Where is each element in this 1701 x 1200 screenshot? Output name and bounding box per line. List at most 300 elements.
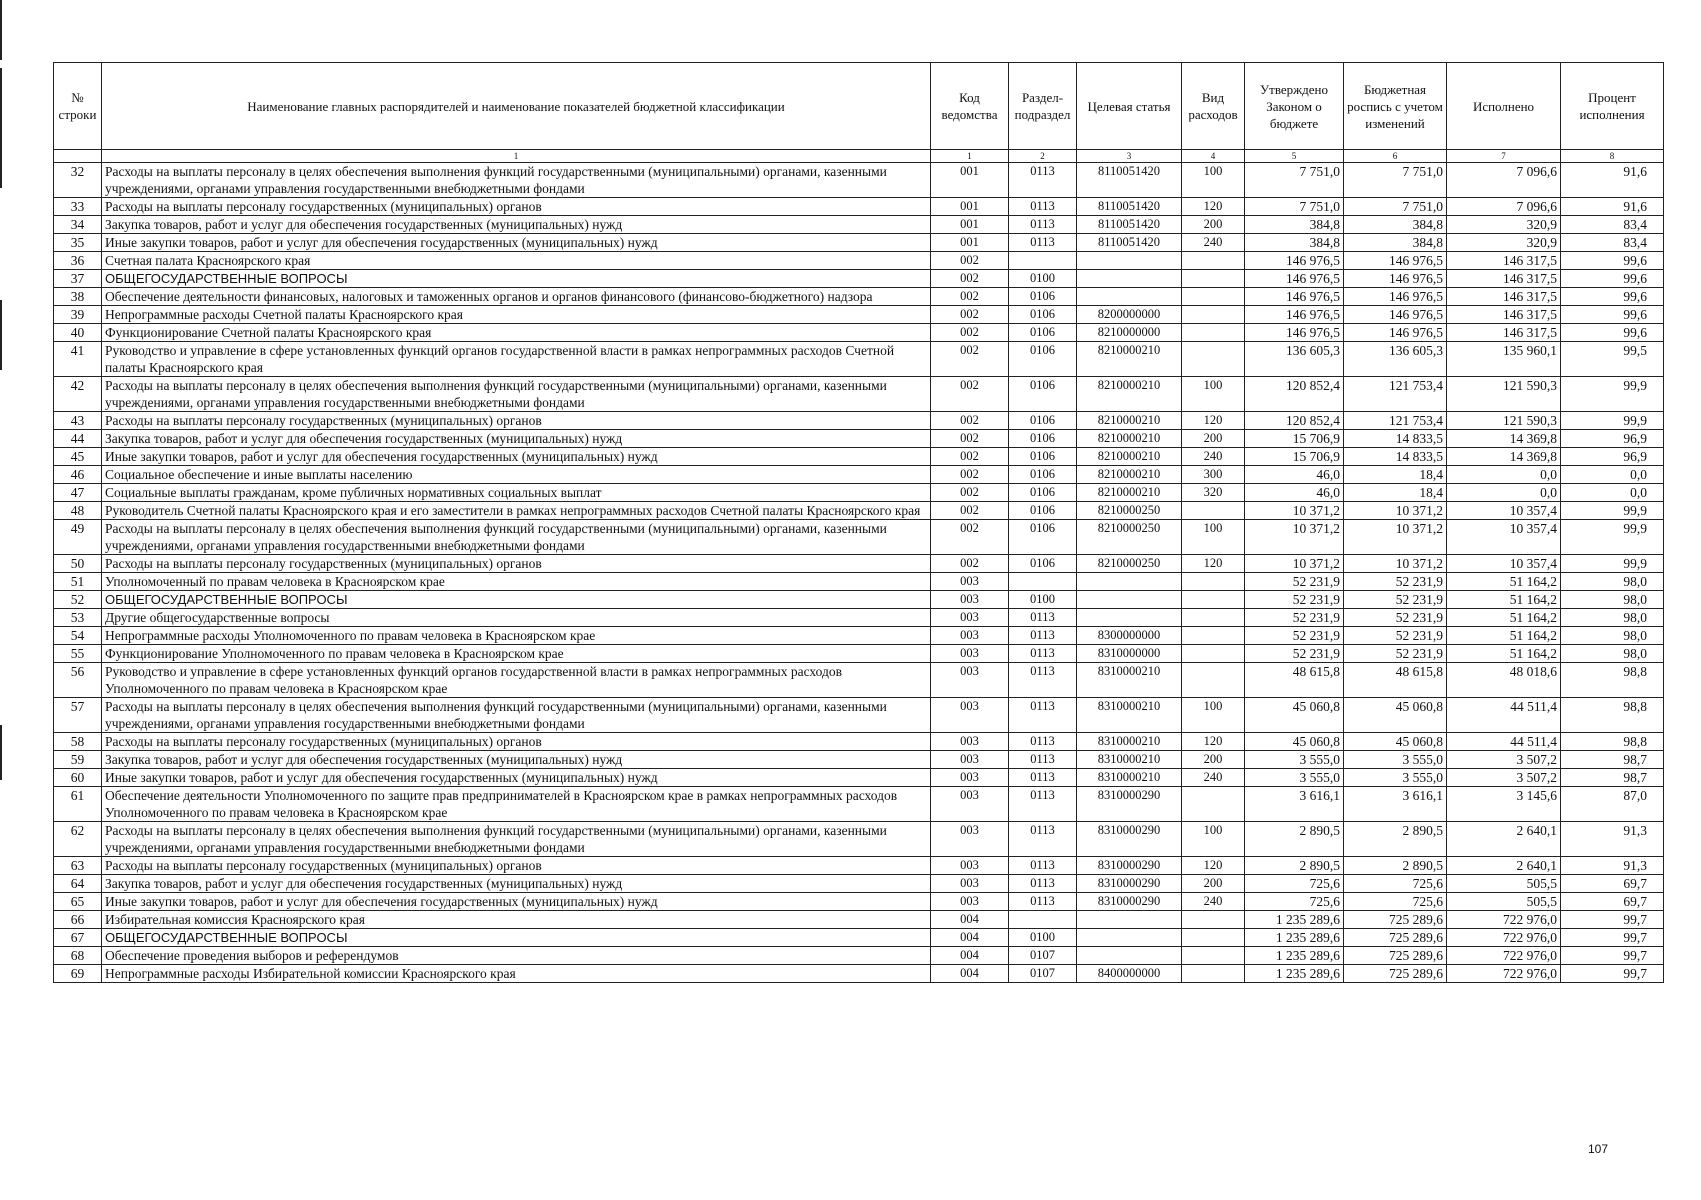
row-name: Закупка товаров, работ и услуг для обеспечения государственных (муниципальных) нужд xyxy=(102,216,931,234)
approved-amount: 1 235 289,6 xyxy=(1245,965,1344,983)
approved-amount: 1 235 289,6 xyxy=(1245,929,1344,947)
target-article-code xyxy=(1077,947,1182,965)
department-code: 002 xyxy=(931,252,1009,270)
section-code: 0113 xyxy=(1009,234,1077,252)
table-row xyxy=(54,965,1664,983)
section-code: 0113 xyxy=(1009,787,1077,822)
row-name: Расходы на выплаты персоналу государственных (муниципальных) органов xyxy=(102,555,931,573)
execution-percent: 98,8 xyxy=(1561,733,1664,751)
table-row xyxy=(54,234,1664,252)
department-code: 001 xyxy=(931,216,1009,234)
row-name: Социальные выплаты гражданам, кроме публичных нормативных социальных выплат xyxy=(102,484,931,502)
target-article-code: 8300000000 xyxy=(1077,627,1182,645)
department-code: 002 xyxy=(931,270,1009,288)
revised-amount: 146 976,5 xyxy=(1344,306,1447,324)
row-name: Закупка товаров, работ и услуг для обеспечения государственных (муниципальных) нужд xyxy=(102,430,931,448)
target-article-code: 8110051420 xyxy=(1077,234,1182,252)
expense-type-code: 100 xyxy=(1182,163,1245,198)
revised-amount: 121 753,4 xyxy=(1344,412,1447,430)
execution-percent: 91,3 xyxy=(1561,822,1664,857)
target-article-code xyxy=(1077,573,1182,591)
table-row xyxy=(54,698,1664,733)
row-number: 33 xyxy=(54,198,102,216)
approved-amount: 146 976,5 xyxy=(1245,306,1344,324)
expense-type-code: 100 xyxy=(1182,698,1245,733)
expense-type-code: 120 xyxy=(1182,412,1245,430)
expense-type-code xyxy=(1182,645,1245,663)
scan-edge-mark xyxy=(0,68,2,188)
department-code: 004 xyxy=(931,965,1009,983)
execution-percent: 98,8 xyxy=(1561,698,1664,733)
header-row xyxy=(54,63,1664,150)
row-number: 43 xyxy=(54,412,102,430)
row-name: Расходы на выплаты персоналу в целях обеспечения выполнения функций государственными (муниципальными) органами, казенными учреждениями, органами управления государственными внебюджетными фондами xyxy=(102,822,931,857)
department-code: 002 xyxy=(931,324,1009,342)
section-code: 0113 xyxy=(1009,609,1077,627)
department-code: 002 xyxy=(931,377,1009,412)
executed-amount: 505,5 xyxy=(1447,875,1561,893)
department-code: 003 xyxy=(931,663,1009,698)
department-code: 001 xyxy=(931,163,1009,198)
execution-percent: 69,7 xyxy=(1561,893,1664,911)
column-number xyxy=(54,150,102,163)
target-article-code xyxy=(1077,609,1182,627)
approved-amount: 15 706,9 xyxy=(1245,430,1344,448)
section-code xyxy=(1009,573,1077,591)
section-code xyxy=(1009,252,1077,270)
section-code: 0113 xyxy=(1009,198,1077,216)
expense-type-code xyxy=(1182,324,1245,342)
table-row xyxy=(54,288,1664,306)
expense-type-code xyxy=(1182,947,1245,965)
expense-type-code xyxy=(1182,663,1245,698)
row-number: 42 xyxy=(54,377,102,412)
section-code: 0100 xyxy=(1009,929,1077,947)
table-row xyxy=(54,769,1664,787)
executed-amount: 320,9 xyxy=(1447,216,1561,234)
row-number: 56 xyxy=(54,663,102,698)
column-number: 5 xyxy=(1245,150,1344,163)
section-code: 0106 xyxy=(1009,342,1077,377)
execution-percent: 98,0 xyxy=(1561,627,1664,645)
table-row xyxy=(54,751,1664,769)
approved-amount: 384,8 xyxy=(1245,234,1344,252)
table-row xyxy=(54,893,1664,911)
execution-percent: 96,9 xyxy=(1561,430,1664,448)
approved-amount: 725,6 xyxy=(1245,893,1344,911)
execution-percent: 98,0 xyxy=(1561,591,1664,609)
row-name: Иные закупки товаров, работ и услуг для обеспечения государственных (муниципальных) нужд xyxy=(102,448,931,466)
table-row xyxy=(54,627,1664,645)
row-number: 68 xyxy=(54,947,102,965)
table-row xyxy=(54,502,1664,520)
header-row-number: № строки xyxy=(54,63,102,150)
section-code: 0113 xyxy=(1009,733,1077,751)
revised-amount: 18,4 xyxy=(1344,466,1447,484)
department-code: 004 xyxy=(931,911,1009,929)
approved-amount: 45 060,8 xyxy=(1245,733,1344,751)
executed-amount: 146 317,5 xyxy=(1447,252,1561,270)
table-row xyxy=(54,306,1664,324)
row-name: ОБЩЕГОСУДАРСТВЕННЫЕ ВОПРОСЫ xyxy=(102,270,931,288)
table-row xyxy=(54,430,1664,448)
executed-amount: 505,5 xyxy=(1447,893,1561,911)
execution-percent: 99,9 xyxy=(1561,502,1664,520)
column-number: 6 xyxy=(1344,150,1447,163)
row-number: 58 xyxy=(54,733,102,751)
section-code: 0106 xyxy=(1009,520,1077,555)
department-code: 003 xyxy=(931,627,1009,645)
column-number-row xyxy=(54,150,1664,163)
expense-type-code: 120 xyxy=(1182,555,1245,573)
approved-amount: 52 231,9 xyxy=(1245,573,1344,591)
page-number: 107 xyxy=(1588,1142,1609,1156)
approved-amount: 46,0 xyxy=(1245,466,1344,484)
target-article-code xyxy=(1077,911,1182,929)
revised-amount: 45 060,8 xyxy=(1344,698,1447,733)
expense-type-code xyxy=(1182,573,1245,591)
header-approved: Утверждено Законом о бюджете xyxy=(1245,63,1344,150)
department-code: 003 xyxy=(931,645,1009,663)
row-number: 55 xyxy=(54,645,102,663)
department-code: 003 xyxy=(931,787,1009,822)
execution-percent: 91,3 xyxy=(1561,857,1664,875)
table-row xyxy=(54,342,1664,377)
expense-type-code xyxy=(1182,288,1245,306)
executed-amount: 48 018,6 xyxy=(1447,663,1561,698)
row-number: 40 xyxy=(54,324,102,342)
execution-percent: 98,0 xyxy=(1561,609,1664,627)
row-name: Непрограммные расходы Уполномоченного по правам человека в Красноярском крае xyxy=(102,627,931,645)
execution-percent: 99,6 xyxy=(1561,270,1664,288)
table-row xyxy=(54,163,1664,198)
row-name: Счетная палата Красноярского края xyxy=(102,252,931,270)
table-row xyxy=(54,787,1664,822)
row-number: 66 xyxy=(54,911,102,929)
revised-amount: 52 231,9 xyxy=(1344,573,1447,591)
row-number: 65 xyxy=(54,893,102,911)
row-name: Обеспечение деятельности финансовых, налоговых и таможенных органов и органов финансового (финансово-бюджетного) надзора xyxy=(102,288,931,306)
executed-amount: 3 145,6 xyxy=(1447,787,1561,822)
table-row xyxy=(54,645,1664,663)
section-code xyxy=(1009,911,1077,929)
approved-amount: 3 555,0 xyxy=(1245,751,1344,769)
revised-amount: 14 833,5 xyxy=(1344,430,1447,448)
department-code: 002 xyxy=(931,555,1009,573)
target-article-code: 8210000210 xyxy=(1077,430,1182,448)
row-number: 59 xyxy=(54,751,102,769)
approved-amount: 10 371,2 xyxy=(1245,502,1344,520)
approved-amount: 725,6 xyxy=(1245,875,1344,893)
header-expense-type: Вид расходов xyxy=(1182,63,1245,150)
approved-amount: 146 976,5 xyxy=(1245,288,1344,306)
executed-amount: 121 590,3 xyxy=(1447,412,1561,430)
revised-amount: 725,6 xyxy=(1344,875,1447,893)
section-code: 0100 xyxy=(1009,591,1077,609)
row-number: 35 xyxy=(54,234,102,252)
row-number: 61 xyxy=(54,787,102,822)
header-department-code: Код ведомства xyxy=(931,63,1009,150)
expense-type-code: 200 xyxy=(1182,216,1245,234)
row-name: Обеспечение деятельности Уполномоченного по защите прав предпринимателей в Красноярском крае в рамках непрограммных расходов Уполномоченного по правам человека в Красноярском крае xyxy=(102,787,931,822)
executed-amount: 0,0 xyxy=(1447,466,1561,484)
execution-percent: 91,6 xyxy=(1561,198,1664,216)
execution-percent: 99,5 xyxy=(1561,342,1664,377)
department-code: 002 xyxy=(931,288,1009,306)
revised-amount: 7 751,0 xyxy=(1344,198,1447,216)
row-number: 63 xyxy=(54,857,102,875)
expense-type-code: 100 xyxy=(1182,520,1245,555)
department-code: 004 xyxy=(931,947,1009,965)
approved-amount: 136 605,3 xyxy=(1245,342,1344,377)
expense-type-code xyxy=(1182,965,1245,983)
table-row xyxy=(54,733,1664,751)
execution-percent: 83,4 xyxy=(1561,234,1664,252)
target-article-code: 8310000210 xyxy=(1077,769,1182,787)
revised-amount: 146 976,5 xyxy=(1344,324,1447,342)
execution-percent: 98,7 xyxy=(1561,769,1664,787)
section-code: 0107 xyxy=(1009,965,1077,983)
executed-amount: 51 164,2 xyxy=(1447,627,1561,645)
table-row xyxy=(54,448,1664,466)
target-article-code: 8310000290 xyxy=(1077,875,1182,893)
target-article-code xyxy=(1077,288,1182,306)
row-number: 34 xyxy=(54,216,102,234)
department-code: 003 xyxy=(931,698,1009,733)
execution-percent: 99,9 xyxy=(1561,412,1664,430)
approved-amount: 52 231,9 xyxy=(1245,609,1344,627)
table-row xyxy=(54,573,1664,591)
table-row xyxy=(54,252,1664,270)
row-name: Уполномоченный по правам человека в Красноярском крае xyxy=(102,573,931,591)
revised-amount: 725 289,6 xyxy=(1344,911,1447,929)
execution-percent: 0,0 xyxy=(1561,466,1664,484)
execution-percent: 99,6 xyxy=(1561,252,1664,270)
table-row xyxy=(54,947,1664,965)
executed-amount: 51 164,2 xyxy=(1447,591,1561,609)
header-target-article: Целевая статья xyxy=(1077,63,1182,150)
approved-amount: 10 371,2 xyxy=(1245,520,1344,555)
executed-amount: 10 357,4 xyxy=(1447,555,1561,573)
target-article-code: 8110051420 xyxy=(1077,216,1182,234)
target-article-code: 8210000210 xyxy=(1077,412,1182,430)
executed-amount: 722 976,0 xyxy=(1447,947,1561,965)
execution-percent: 69,7 xyxy=(1561,875,1664,893)
execution-percent: 98,0 xyxy=(1561,573,1664,591)
row-number: 48 xyxy=(54,502,102,520)
section-code: 0113 xyxy=(1009,663,1077,698)
executed-amount: 135 960,1 xyxy=(1447,342,1561,377)
row-name: Расходы на выплаты персоналу государственных (муниципальных) органов xyxy=(102,857,931,875)
table-row xyxy=(54,609,1664,627)
table-row xyxy=(54,822,1664,857)
revised-amount: 48 615,8 xyxy=(1344,663,1447,698)
execution-percent: 99,9 xyxy=(1561,520,1664,555)
execution-percent: 96,9 xyxy=(1561,448,1664,466)
department-code: 002 xyxy=(931,466,1009,484)
approved-amount: 7 751,0 xyxy=(1245,198,1344,216)
column-number: 3 xyxy=(1077,150,1182,163)
table-row xyxy=(54,520,1664,555)
target-article-code: 8110051420 xyxy=(1077,198,1182,216)
expense-type-code: 300 xyxy=(1182,466,1245,484)
department-code: 002 xyxy=(931,430,1009,448)
table-row xyxy=(54,377,1664,412)
scan-edge-mark xyxy=(0,300,2,370)
row-number: 39 xyxy=(54,306,102,324)
row-number: 41 xyxy=(54,342,102,377)
revised-amount: 14 833,5 xyxy=(1344,448,1447,466)
section-code: 0113 xyxy=(1009,769,1077,787)
row-number: 47 xyxy=(54,484,102,502)
target-article-code: 8210000250 xyxy=(1077,555,1182,573)
revised-amount: 2 890,5 xyxy=(1344,822,1447,857)
header-section: Раздел-подраздел xyxy=(1009,63,1077,150)
row-name: Другие общегосударственные вопросы xyxy=(102,609,931,627)
expense-type-code xyxy=(1182,252,1245,270)
revised-amount: 18,4 xyxy=(1344,484,1447,502)
approved-amount: 146 976,5 xyxy=(1245,270,1344,288)
target-article-code: 8310000210 xyxy=(1077,663,1182,698)
approved-amount: 120 852,4 xyxy=(1245,412,1344,430)
department-code: 002 xyxy=(931,448,1009,466)
department-code: 001 xyxy=(931,234,1009,252)
row-number: 36 xyxy=(54,252,102,270)
approved-amount: 45 060,8 xyxy=(1245,698,1344,733)
row-name: Расходы на выплаты персоналу в целях обеспечения выполнения функций государственными (муниципальными) органами, казенными учреждениями, органами управления государственными внебюджетными фондами xyxy=(102,520,931,555)
table-row xyxy=(54,198,1664,216)
section-code: 0113 xyxy=(1009,822,1077,857)
execution-percent: 0,0 xyxy=(1561,484,1664,502)
department-code: 002 xyxy=(931,412,1009,430)
approved-amount: 2 890,5 xyxy=(1245,822,1344,857)
table-row xyxy=(54,412,1664,430)
executed-amount: 320,9 xyxy=(1447,234,1561,252)
target-article-code: 8310000290 xyxy=(1077,822,1182,857)
target-article-code: 8200000000 xyxy=(1077,306,1182,324)
section-code: 0106 xyxy=(1009,412,1077,430)
section-code: 0106 xyxy=(1009,555,1077,573)
row-name: ОБЩЕГОСУДАРСТВЕННЫЕ ВОПРОСЫ xyxy=(102,591,931,609)
section-code: 0113 xyxy=(1009,645,1077,663)
row-number: 45 xyxy=(54,448,102,466)
department-code: 002 xyxy=(931,484,1009,502)
target-article-code xyxy=(1077,591,1182,609)
approved-amount: 7 751,0 xyxy=(1245,163,1344,198)
revised-amount: 725,6 xyxy=(1344,893,1447,911)
expense-type-code: 120 xyxy=(1182,198,1245,216)
section-code: 0106 xyxy=(1009,288,1077,306)
section-code: 0113 xyxy=(1009,627,1077,645)
target-article-code: 8210000210 xyxy=(1077,377,1182,412)
department-code: 003 xyxy=(931,875,1009,893)
section-code: 0106 xyxy=(1009,324,1077,342)
expense-type-code: 200 xyxy=(1182,751,1245,769)
row-name: Социальное обеспечение и иные выплаты населению xyxy=(102,466,931,484)
approved-amount: 2 890,5 xyxy=(1245,857,1344,875)
execution-percent: 99,7 xyxy=(1561,911,1664,929)
target-article-code: 8210000250 xyxy=(1077,502,1182,520)
row-name: Руководитель Счетной палаты Красноярского края и его заместители в рамках непрограммных расходов Счетной палаты Красноярского края xyxy=(102,502,931,520)
target-article-code: 8310000210 xyxy=(1077,733,1182,751)
expense-type-code: 240 xyxy=(1182,893,1245,911)
scan-edge-mark xyxy=(0,0,2,60)
revised-amount: 52 231,9 xyxy=(1344,627,1447,645)
section-code: 0113 xyxy=(1009,875,1077,893)
header-percent: Процент исполнения xyxy=(1561,63,1664,150)
revised-amount: 725 289,6 xyxy=(1344,965,1447,983)
target-article-code: 8310000290 xyxy=(1077,787,1182,822)
expense-type-code xyxy=(1182,627,1245,645)
approved-amount: 52 231,9 xyxy=(1245,591,1344,609)
approved-amount: 384,8 xyxy=(1245,216,1344,234)
row-number: 51 xyxy=(54,573,102,591)
revised-amount: 384,8 xyxy=(1344,216,1447,234)
department-code: 003 xyxy=(931,573,1009,591)
header-revised: Бюджетная роспись с учетом изменений xyxy=(1344,63,1447,150)
execution-percent: 99,6 xyxy=(1561,288,1664,306)
revised-amount: 384,8 xyxy=(1344,234,1447,252)
target-article-code: 8210000000 xyxy=(1077,324,1182,342)
section-code: 0106 xyxy=(1009,466,1077,484)
execution-percent: 99,6 xyxy=(1561,324,1664,342)
department-code: 003 xyxy=(931,857,1009,875)
row-name: Избирательная комиссия Красноярского края xyxy=(102,911,931,929)
row-number: 50 xyxy=(54,555,102,573)
row-name: Руководство и управление в сфере установленных функций органов государственной власти в рамках непрограммных расходов Счетной палаты Красноярского края xyxy=(102,342,931,377)
revised-amount: 725 289,6 xyxy=(1344,947,1447,965)
revised-amount: 146 976,5 xyxy=(1344,252,1447,270)
section-code: 0113 xyxy=(1009,857,1077,875)
approved-amount: 10 371,2 xyxy=(1245,555,1344,573)
execution-percent: 99,6 xyxy=(1561,306,1664,324)
column-number: 7 xyxy=(1447,150,1561,163)
column-number: 8 xyxy=(1561,150,1664,163)
executed-amount: 3 507,2 xyxy=(1447,769,1561,787)
department-code: 003 xyxy=(931,822,1009,857)
executed-amount: 10 357,4 xyxy=(1447,502,1561,520)
department-code: 003 xyxy=(931,769,1009,787)
budget-execution-table xyxy=(53,62,1664,983)
section-code: 0107 xyxy=(1009,947,1077,965)
execution-percent: 99,9 xyxy=(1561,555,1664,573)
target-article-code xyxy=(1077,252,1182,270)
revised-amount: 52 231,9 xyxy=(1344,645,1447,663)
expense-type-code: 320 xyxy=(1182,484,1245,502)
expense-type-code xyxy=(1182,929,1245,947)
approved-amount: 1 235 289,6 xyxy=(1245,947,1344,965)
row-number: 67 xyxy=(54,929,102,947)
row-name: Закупка товаров, работ и услуг для обеспечения государственных (муниципальных) нужд xyxy=(102,751,931,769)
column-number: 4 xyxy=(1182,150,1245,163)
department-code: 003 xyxy=(931,893,1009,911)
expense-type-code: 100 xyxy=(1182,822,1245,857)
department-code: 002 xyxy=(931,502,1009,520)
row-name: Расходы на выплаты персоналу в целях обеспечения выполнения функций государственными (муниципальными) органами, казенными учреждениями, органами управления государственными внебюджетными фондами xyxy=(102,163,931,198)
target-article-code: 8210000210 xyxy=(1077,484,1182,502)
department-code: 003 xyxy=(931,751,1009,769)
approved-amount: 52 231,9 xyxy=(1245,627,1344,645)
execution-percent: 99,9 xyxy=(1561,377,1664,412)
executed-amount: 44 511,4 xyxy=(1447,733,1561,751)
row-name: Иные закупки товаров, работ и услуг для обеспечения государственных (муниципальных) нужд xyxy=(102,769,931,787)
executed-amount: 51 164,2 xyxy=(1447,609,1561,627)
column-number: 2 xyxy=(1009,150,1077,163)
row-number: 46 xyxy=(54,466,102,484)
revised-amount: 7 751,0 xyxy=(1344,163,1447,198)
execution-percent: 99,7 xyxy=(1561,947,1664,965)
executed-amount: 146 317,5 xyxy=(1447,324,1561,342)
